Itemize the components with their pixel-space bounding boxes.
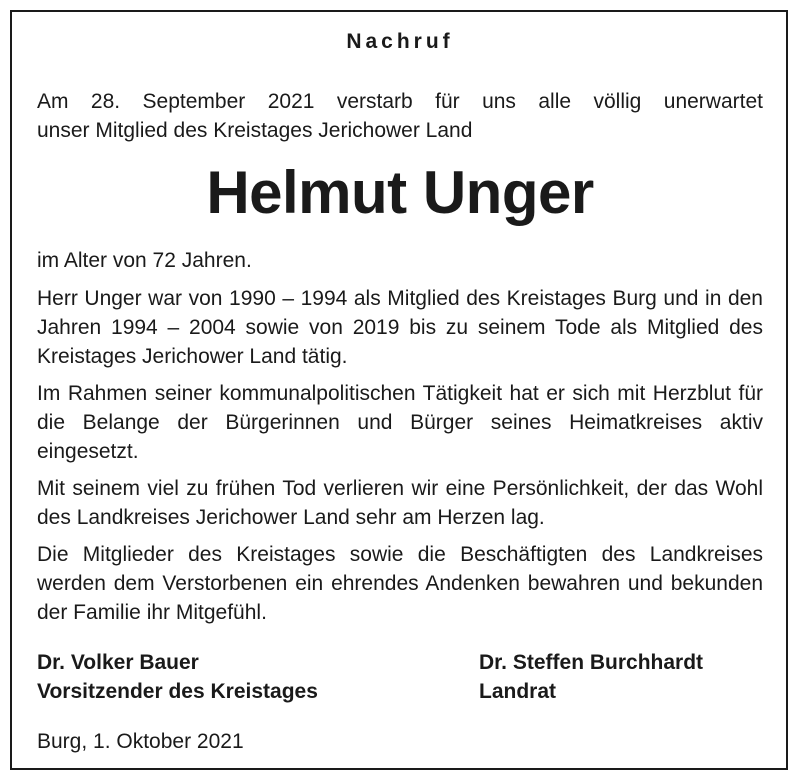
- signatory-title: Vorsitzender des Kreistages: [37, 680, 318, 703]
- signature-district-administrator: [479, 648, 703, 706]
- paragraph-engagement: Im Rahmen seiner kommunalpolitischen Tätigkeit hat er sich mit Herzblut für die Belange der Bürgerinnen und Bürger seines Heimatkreises aktiv eingesetzt.: [37, 382, 763, 463]
- place-and-date: Burg, 1. Oktober 2021: [37, 730, 244, 753]
- body-paragraphs: [37, 284, 763, 635]
- intro-line-1: Am 28. September 2021 verstarb für uns alle völlig unerwartet: [37, 90, 763, 113]
- age-line: im Alter von 72 Jahren.: [37, 249, 252, 272]
- paragraph-career: Herr Unger war von 1990 – 1994 als Mitglied des Kreistages Burg und in den Jahren 1994 – 2004 sowie von 2019 bis zu seinem Tode als Mitglied des Kreistages Jerichower Land tätig.: [37, 287, 763, 368]
- intro-line-2: unser Mitglied des Kreistages Jerichower Land: [37, 119, 473, 142]
- signatory-name: Dr. Volker Bauer: [37, 651, 199, 674]
- paragraph-remembrance: Die Mitglieder des Kreistages sowie die Beschäftigten des Landkreises werden dem Verstorbenen ein ehrendes Andenken bewahren und bekunden der Familie ihr Mitgefühl.: [37, 543, 763, 624]
- intro-text: [37, 87, 763, 145]
- paragraph-loss: Mit seinem viel zu frühen Tod verlieren wir eine Persönlichkeit, der das Wohl des Landkreises Jerichower Land sehr am Herzen lag.: [37, 477, 763, 529]
- notice-heading: Nachruf: [346, 30, 454, 53]
- signatory-name: Dr. Steffen Burchhardt: [479, 651, 704, 674]
- deceased-name: Helmut Unger: [206, 159, 594, 226]
- signature-chairman: [37, 648, 318, 706]
- signatory-title: Landrat: [479, 680, 557, 703]
